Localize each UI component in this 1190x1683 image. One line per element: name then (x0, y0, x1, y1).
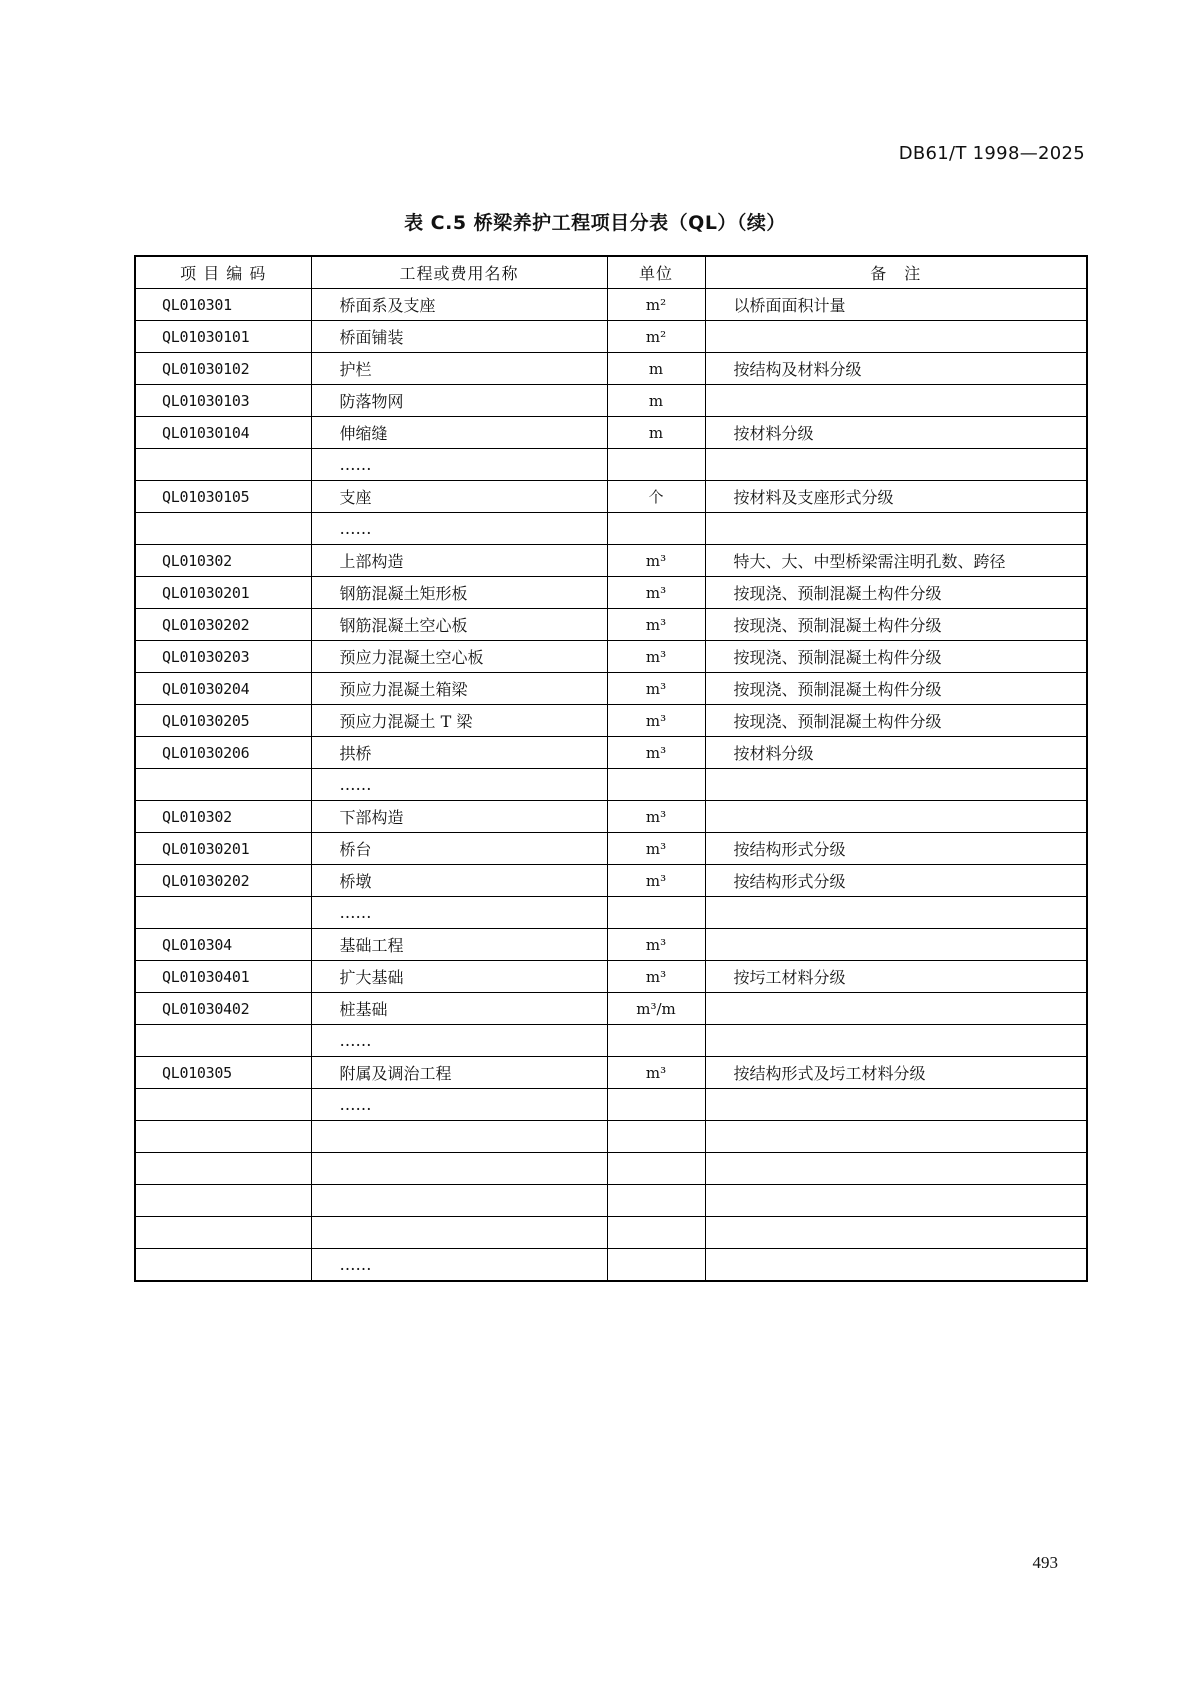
cell-unit: m² (607, 289, 705, 321)
cell-unit: m³ (607, 801, 705, 833)
cell-item-name (311, 1217, 607, 1249)
cell-note (705, 769, 1087, 801)
table-row (135, 385, 1087, 417)
table-body (135, 289, 1087, 1282)
cell-item-name: 伸缩缝 (311, 417, 607, 449)
cell-note (705, 801, 1087, 833)
cell-note (705, 1217, 1087, 1249)
cell-note (705, 929, 1087, 961)
cell-note: 按现浇、预制混凝土构件分级 (705, 705, 1087, 737)
cell-item-code: QL01030103 (135, 385, 311, 417)
cell-item-code: QL01030105 (135, 481, 311, 513)
cell-unit: m³ (607, 673, 705, 705)
table-row (135, 929, 1087, 961)
cell-item-code (135, 769, 311, 801)
table-title: 表 C.5 桥梁养护工程项目分表（QL）（续） (404, 212, 786, 234)
table-row (135, 353, 1087, 385)
cell-note (705, 449, 1087, 481)
cell-note: 按现浇、预制混凝土构件分级 (705, 641, 1087, 673)
table-row (135, 1153, 1087, 1185)
cell-note (705, 1121, 1087, 1153)
table-row (135, 1249, 1087, 1282)
cell-item-name: …… (311, 513, 607, 545)
table-row (135, 705, 1087, 737)
cell-unit: m³ (607, 577, 705, 609)
cell-unit: m³ (607, 545, 705, 577)
cell-unit (607, 1185, 705, 1217)
cell-unit: m³ (607, 929, 705, 961)
cell-item-name: 桥墩 (311, 865, 607, 897)
cell-unit (607, 449, 705, 481)
cell-item-code: QL010304 (135, 929, 311, 961)
cell-unit: m³/m (607, 993, 705, 1025)
table-row (135, 513, 1087, 545)
cell-unit (607, 897, 705, 929)
cell-item-code: QL01030201 (135, 833, 311, 865)
cell-note: 特大、大、中型桥梁需注明孔数、跨径 (705, 545, 1087, 577)
table-row (135, 833, 1087, 865)
cell-unit: m (607, 385, 705, 417)
table-row (135, 417, 1087, 449)
cell-item-name: 预应力混凝土箱梁 (311, 673, 607, 705)
table-row (135, 769, 1087, 801)
cell-unit: m³ (607, 833, 705, 865)
cell-unit: m³ (607, 1057, 705, 1089)
cell-unit: m³ (607, 737, 705, 769)
cell-unit: m³ (607, 865, 705, 897)
cell-item-name: 桥台 (311, 833, 607, 865)
page-number: 493 (1032, 1553, 1058, 1572)
cell-item-code (135, 897, 311, 929)
cell-item-code (135, 513, 311, 545)
cell-item-name: 基础工程 (311, 929, 607, 961)
cell-note (705, 513, 1087, 545)
cell-note (705, 1025, 1087, 1057)
cell-unit (607, 513, 705, 545)
cell-item-name: 钢筋混凝土矩形板 (311, 577, 607, 609)
table-row (135, 1025, 1087, 1057)
cell-note (705, 321, 1087, 353)
table-row (135, 545, 1087, 577)
cell-item-code: QL01030202 (135, 865, 311, 897)
cell-unit: 个 (607, 481, 705, 513)
table-row (135, 1121, 1087, 1153)
cell-unit: m (607, 353, 705, 385)
cell-unit (607, 1089, 705, 1121)
cell-item-code (135, 1249, 311, 1282)
cell-item-name (311, 1185, 607, 1217)
cell-item-name: …… (311, 449, 607, 481)
cell-note: 按圬工材料分级 (705, 961, 1087, 993)
cell-note: 按材料及支座形式分级 (705, 481, 1087, 513)
column-header-name: 工程或费用名称 (311, 256, 607, 289)
cell-item-code: QL01030101 (135, 321, 311, 353)
cell-item-name: 支座 (311, 481, 607, 513)
cell-note (705, 1185, 1087, 1217)
cell-unit: m² (607, 321, 705, 353)
cell-note: 按现浇、预制混凝土构件分级 (705, 577, 1087, 609)
project-items-table (134, 255, 1088, 1282)
table-row (135, 1089, 1087, 1121)
cell-unit (607, 769, 705, 801)
cell-item-name: 预应力混凝土 T 梁 (311, 705, 607, 737)
cell-note (705, 993, 1087, 1025)
cell-item-code: QL01030402 (135, 993, 311, 1025)
cell-item-name: 拱桥 (311, 737, 607, 769)
cell-note: 按现浇、预制混凝土构件分级 (705, 609, 1087, 641)
cell-item-name: 桥面系及支座 (311, 289, 607, 321)
cell-item-name: …… (311, 769, 607, 801)
table-row (135, 641, 1087, 673)
cell-unit (607, 1121, 705, 1153)
cell-item-code (135, 1089, 311, 1121)
cell-item-name: 钢筋混凝土空心板 (311, 609, 607, 641)
cell-unit: m (607, 417, 705, 449)
cell-note: 按材料分级 (705, 417, 1087, 449)
cell-item-code (135, 1185, 311, 1217)
cell-unit (607, 1025, 705, 1057)
cell-item-name: 上部构造 (311, 545, 607, 577)
cell-note (705, 1153, 1087, 1185)
cell-unit: m³ (607, 609, 705, 641)
table-row (135, 289, 1087, 321)
cell-unit: m³ (607, 961, 705, 993)
cell-unit: m³ (607, 641, 705, 673)
cell-item-code: QL01030102 (135, 353, 311, 385)
table-container (134, 255, 1086, 1282)
cell-item-code: QL010302 (135, 545, 311, 577)
cell-item-name (311, 1121, 607, 1153)
cell-item-code (135, 1025, 311, 1057)
table-row (135, 737, 1087, 769)
cell-item-code: QL01030202 (135, 609, 311, 641)
cell-note (705, 897, 1087, 929)
cell-item-name: …… (311, 897, 607, 929)
cell-item-name: 护栏 (311, 353, 607, 385)
cell-item-code (135, 1217, 311, 1249)
cell-item-name: 下部构造 (311, 801, 607, 833)
cell-item-code (135, 1121, 311, 1153)
cell-item-name (311, 1153, 607, 1185)
document-code: DB61/T 1998—2025 (898, 143, 1085, 164)
table-row (135, 481, 1087, 513)
table-header-row (135, 256, 1087, 289)
cell-unit (607, 1217, 705, 1249)
column-header-unit: 单位 (607, 256, 705, 289)
cell-item-code: QL010305 (135, 1057, 311, 1089)
table-row (135, 1217, 1087, 1249)
cell-item-code: QL010301 (135, 289, 311, 321)
cell-unit (607, 1153, 705, 1185)
cell-item-name: 防落物网 (311, 385, 607, 417)
cell-item-name: …… (311, 1025, 607, 1057)
table-row (135, 801, 1087, 833)
column-header-note: 备 注 (705, 256, 1087, 289)
cell-item-name: 预应力混凝土空心板 (311, 641, 607, 673)
cell-item-code: QL01030204 (135, 673, 311, 705)
table-row (135, 1057, 1087, 1089)
cell-item-code: QL01030104 (135, 417, 311, 449)
cell-item-code: QL010302 (135, 801, 311, 833)
cell-item-name: 扩大基础 (311, 961, 607, 993)
cell-item-code: QL01030206 (135, 737, 311, 769)
cell-item-code: QL01030203 (135, 641, 311, 673)
cell-note: 按结构及材料分级 (705, 353, 1087, 385)
cell-item-name: 附属及调治工程 (311, 1057, 607, 1089)
cell-note (705, 1249, 1087, 1282)
table-row (135, 673, 1087, 705)
cell-item-name: 桥面铺装 (311, 321, 607, 353)
cell-note: 按结构形式分级 (705, 865, 1087, 897)
table-row (135, 897, 1087, 929)
cell-item-code (135, 1153, 311, 1185)
cell-unit (607, 1249, 705, 1282)
cell-note: 按结构形式分级 (705, 833, 1087, 865)
cell-item-code: QL01030201 (135, 577, 311, 609)
cell-item-code: QL01030401 (135, 961, 311, 993)
cell-note: 以桥面面积计量 (705, 289, 1087, 321)
table-row (135, 321, 1087, 353)
table-row (135, 577, 1087, 609)
cell-note (705, 385, 1087, 417)
table-row (135, 993, 1087, 1025)
table-row (135, 865, 1087, 897)
cell-item-name: 桩基础 (311, 993, 607, 1025)
table-row (135, 609, 1087, 641)
cell-item-name: …… (311, 1089, 607, 1121)
cell-note: 按结构形式及圬工材料分级 (705, 1057, 1087, 1089)
cell-item-name: …… (311, 1249, 607, 1282)
cell-note: 按现浇、预制混凝土构件分级 (705, 673, 1087, 705)
cell-item-code: QL01030205 (135, 705, 311, 737)
cell-item-code (135, 449, 311, 481)
table-row (135, 449, 1087, 481)
table-row (135, 961, 1087, 993)
table-row (135, 1185, 1087, 1217)
column-header-code: 项 目 编 码 (135, 256, 311, 289)
cell-note: 按材料分级 (705, 737, 1087, 769)
cell-unit: m³ (607, 705, 705, 737)
cell-note (705, 1089, 1087, 1121)
